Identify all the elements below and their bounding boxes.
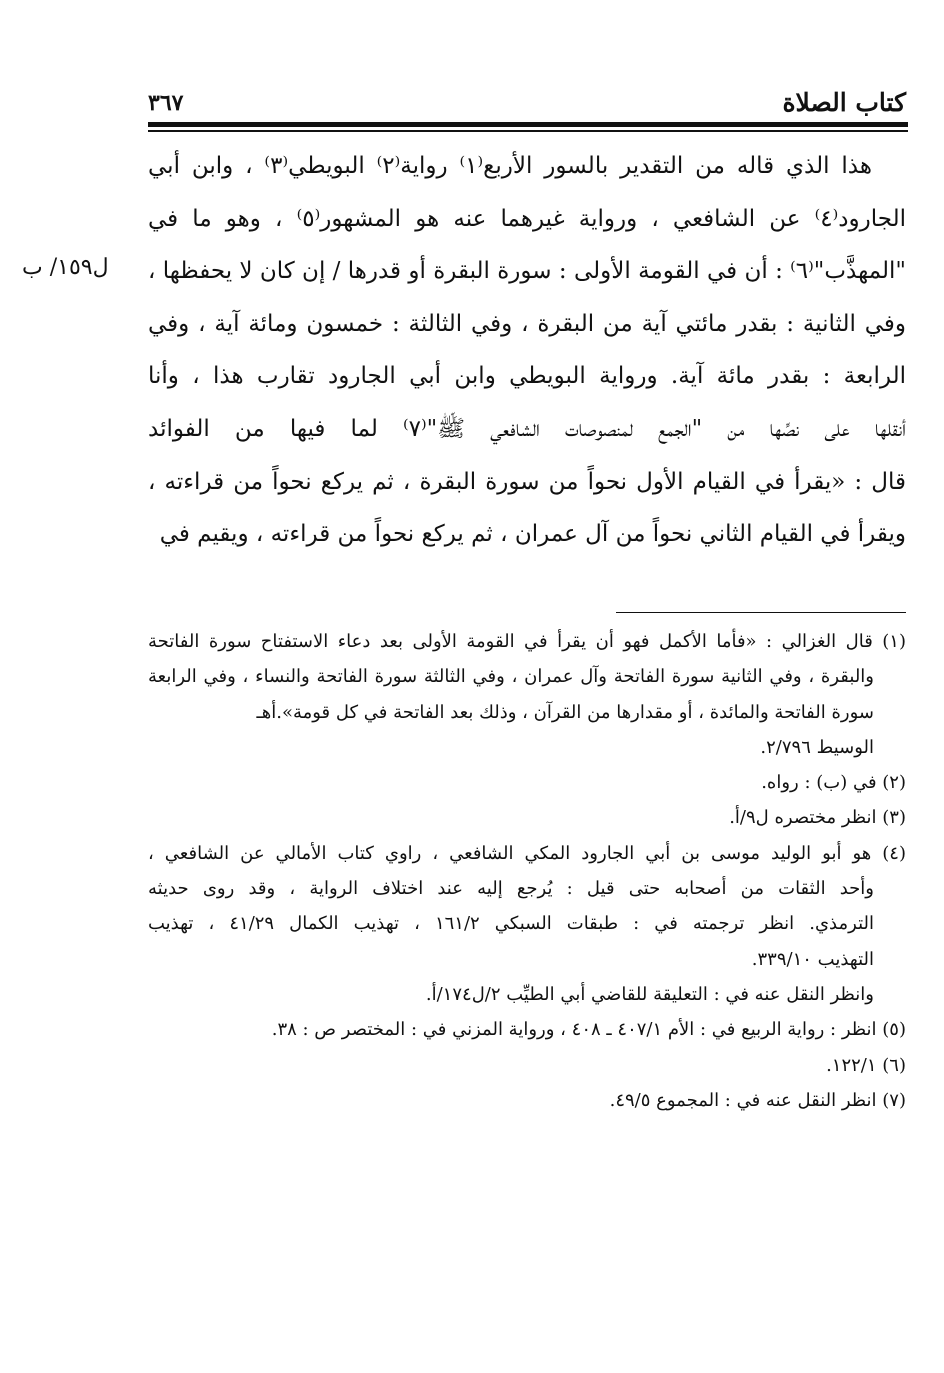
footnote-line: (٦) ١٢٢/١. bbox=[826, 1054, 906, 1076]
body-line: الجارود⁽٤⁾ عن الشافعي ، ورواية غيرهما عنه هو المشهور⁽٥⁾ ، وهو ما في bbox=[148, 205, 906, 232]
body-line: الرابعة : بقدر مائة آية. ورواية البويطي وابن أبي الجارود تقارب هذا ، وأنا bbox=[148, 363, 906, 390]
footnote-line: وانظر النقل عنه في : التعليقة للقاضي أبي الطيِّب ٢/ل١٧٤/أ. bbox=[425, 983, 874, 1005]
body-line: "المهذَّب"⁽٦⁾ : أن في القومة الأولى : سورة البقرة أو قدرها / إن كان لا يحفظها ، bbox=[148, 258, 906, 285]
body-line: وفي الثانية : بقدر مائتي آية من البقرة ، وفي الثالثة : خمسون ومائة آية ، وفي bbox=[148, 310, 906, 337]
main-text bbox=[148, 140, 906, 561]
body-line: ويقرأ في القيام الثاني نحواً من آل عمران ، ثم يركع نحواً من قراءته ، ويقيم في bbox=[159, 521, 906, 548]
footnote-line: التهذيب ٣٣٩/١٠. bbox=[751, 948, 874, 970]
footnote-line: سورة الفاتحة والمائدة ، أو مقدارها من القرآن ، وذلك بعد الفاتحة في كل قومة».أهـ bbox=[256, 701, 874, 723]
footnote-line: والبقرة ، وفي الثانية سورة الفاتحة وآل عمران ، وفي الثالثة سورة الفاتحة والنساء ، وفي الرابعة bbox=[148, 666, 874, 688]
body-line: هذا الذي قاله من التقدير بالسور الأربع⁽١⁾ رواية⁽٢⁾ البويطي⁽٣⁾ ، وابن أبي bbox=[148, 153, 872, 179]
footnotes bbox=[148, 624, 906, 1118]
header-rule-thick bbox=[148, 122, 908, 127]
chapter-title: كتاب الصلاة bbox=[782, 88, 906, 117]
manuscript-folio-note: ل١٥٩/ ب bbox=[22, 255, 109, 280]
running-header bbox=[148, 86, 906, 120]
header-rule-thin bbox=[148, 130, 908, 132]
body-line: قال : «يقرأ في القيام الأول نحواً من سورة البقرة ، ثم يركع نحواً من قراءته ، bbox=[148, 468, 906, 495]
footnote-line: (٣) انظر مختصره ل٩/أ. bbox=[729, 807, 906, 829]
footnote-line: (٥) انظر : رواية الربيع في : الأم ٤٠٧/١ ـ ٤٠٨ ، ورواية المزني في : المختصر ص : ٣٨. bbox=[271, 1019, 906, 1041]
footnote-line: الوسيط ٢/٧٩٦. bbox=[760, 736, 874, 758]
footnote-line: وأحد الثقات من أصحابه حتى قيل : يُرجع إليه عند اختلاف الرواية ، وقد روى حديثه bbox=[148, 878, 874, 900]
footnote-line: (٤) هو أبو الوليد موسى بن أبي الجارود المكي الشافعي ، راوي كتاب الأمالي عن الشافعي ، bbox=[148, 842, 906, 864]
footnote-line: (٢) في (ب) : رواه. bbox=[761, 772, 906, 794]
body-line: أنقلها على نصِّها من "الجمع لمنصوصات الشافعي ﷺ"⁽٧⁾ لما فيها من الفوائد bbox=[148, 415, 906, 442]
page-number: ٣٦٧ bbox=[148, 90, 184, 116]
footnote-line: الترمذي. انظر ترجمته في : طبقات السبكي ١٦١/٢ ، تهذيب الكمال ٤١/٢٩ ، تهذيب bbox=[148, 913, 874, 935]
footnote-line: (٧) انظر النقل عنه في : المجموع ٤٩/٥. bbox=[609, 1089, 906, 1111]
footnote-separator bbox=[616, 612, 906, 613]
footnote-line: (١) قال الغزالي : «فأما الأكمل فهو أن يقرأ في القومة الأولى بعد دعاء الاستفتاح سورة الفاتحة bbox=[148, 631, 906, 652]
